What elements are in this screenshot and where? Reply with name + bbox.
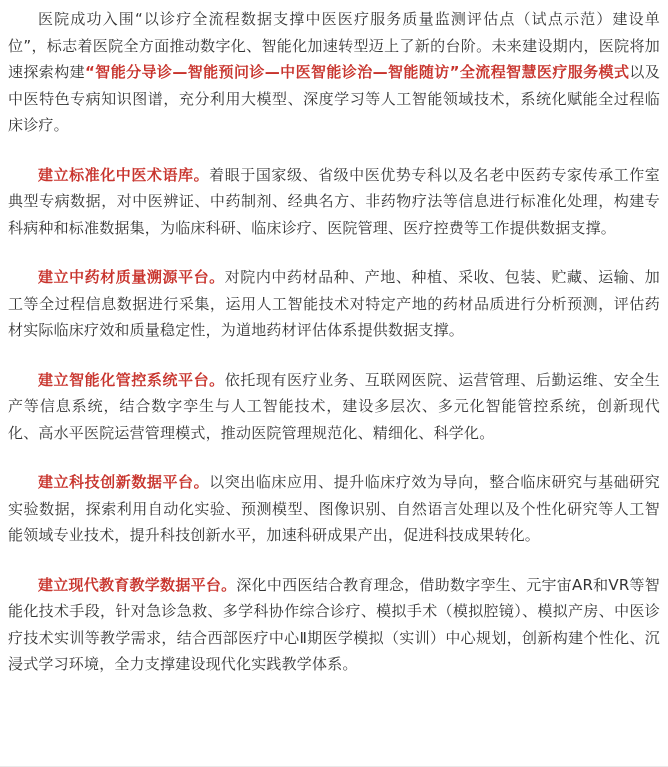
section-heading: 建立科技创新数据平台。 [38,473,210,491]
section-body: 对院内中药材品种、产地、种植、采收、包装、贮藏、运输、加工等全过程信息数据进行采集，运用人工智能技术对特定产地的药材品质进行分析预测，评估药材实际临床疗效和质量稳定性，为道地药材评估体系提供数据支撑。 [8,268,661,339]
section-body: 深化中西医结合教育理念，借助数字孪生、元宇宙AR和VR等智能化技术手段，针对急诊急救、多学科协作综合诊疗、模拟手术（模拟腔镜）、模拟产房、中医诊疗技术实训等教学需求，结合西部医疗中心Ⅱ期医学模拟（实训）中心规划，创新构建个性化、沉浸式学习环境，全力支撑建设现代化实践教学体系。 [8,575,660,673]
section-paragraph-smart-control [8,367,660,447]
section-heading: 建立中药材质量溯源平台。 [38,268,225,286]
intro-text-before: 医院成功入围“以诊疗全流程数据支撑中医医疗服务质量监测评估点（试点示范）建设单位”，标志着医院全方面推动数字化、智能化加速转型迈上了新的台阶。未来建设期内，医院将加速探索构建 [8,10,660,81]
section-body: 依托现有医疗业务、互联网医院、运营管理、后勤运维、安全生产等信息系统，结合数字孪生与人工智能技术，建设多层次、多元化智能管控系统，创新现代化、高水平医院运营管理模式，推动医院管理规范化、精细化、科学化。 [8,370,661,442]
section-heading: 建立智能化管控系统平台。 [38,370,225,389]
section-paragraph-research-data [8,469,660,549]
intro-paragraph [8,6,660,139]
section-heading: 建立现代教育教学数据平台。 [38,575,237,594]
section-body: 以突出临床应用、提升临床疗效为导向，整合临床研究与基础研究实验数据，探索利用自动化实验、预测模型、图像识别、自然语言处理以及个性化研究等人工智能领域专业技术，提升科技创新水平，加速科研成果产出，促进科技成果转化。 [8,473,660,544]
section-body: 着眼于国家级、省级中医优势专科以及名老中医药专家传承工作室典型专病数据，对中医辨证、中药制剂、经典名方、非药物疗法等信息进行标准化处理，构建专科病种和标准数据集，为临床科研、临床诊疗、医院管理、医疗控费等工作提供数据支撑。 [8,165,660,237]
article-body [8,6,660,678]
section-paragraph-education-data [8,572,660,678]
section-paragraph-terminology [8,162,660,242]
section-paragraph-herb-traceability [8,264,660,344]
intro-highlight: “智能分导诊—智能预问诊—中医智能诊治—智能随访”全流程智慧医疗服务模式 [85,63,630,81]
intro-text-after: 以及中医特色专病知识图谱，充分利用大模型、深度学习等人工智能领域技术，系统化赋能全过程临床诊疗。 [8,63,660,134]
section-heading: 建立标准化中医术语库。 [38,165,210,184]
